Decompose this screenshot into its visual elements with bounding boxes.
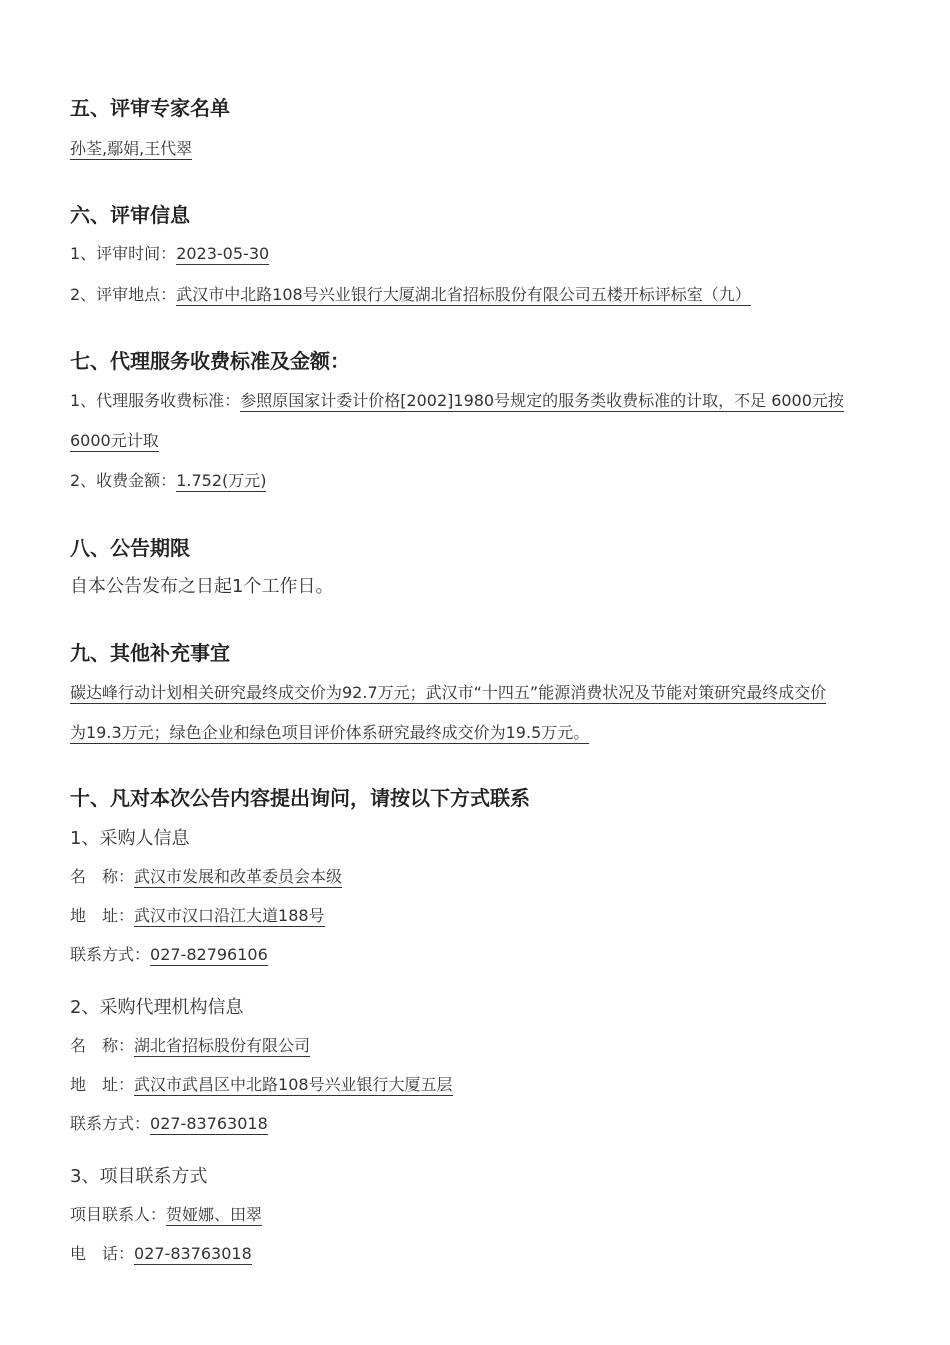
- agency-name-value: 湖北省招标股份有限公司: [134, 1036, 311, 1055]
- project-phone-line: [70, 1241, 252, 1264]
- fee-standard-line-2: [70, 428, 159, 451]
- project-phone-label: 电 话：: [70, 1244, 135, 1263]
- review-place-line: [70, 282, 751, 305]
- section-7-title: 七、代理服务收费标准及金额：: [70, 349, 350, 373]
- buyer-address-label: 地 址：: [70, 906, 135, 925]
- agency-name-label: 名 称：: [70, 1036, 135, 1055]
- agency-contact-value: 027-83763018: [150, 1114, 268, 1133]
- supplement-text-1: 碳达峰行动计划相关研究最终成交价为92.7万元；武汉市“十四五”能源消费状况及节能对策研究最终成交价: [70, 683, 827, 702]
- buyer-name-label: 名 称：: [70, 867, 135, 886]
- project-person-value: 贺娅娜、田翠: [166, 1205, 263, 1224]
- agency-info-title: 2、采购代理机构信息: [70, 997, 244, 1018]
- expert-list-value: 孙荃,鄢娟,王代翠: [70, 139, 193, 158]
- fee-standard-line: [70, 388, 844, 411]
- agency-address-line: [70, 1072, 453, 1095]
- project-person-line: [70, 1202, 262, 1225]
- buyer-name-value: 武汉市发展和改革委员会本级: [134, 867, 343, 886]
- fee-standard-value-cont: 6000元计取: [70, 431, 159, 450]
- project-person-label: 项目联系人：: [70, 1205, 167, 1224]
- project-phone-value: 027-83763018: [134, 1244, 252, 1263]
- review-place-value: 武汉市中北路108号兴业银行大厦湖北省招标股份有限公司五楼开标评标室（九）: [176, 285, 751, 304]
- buyer-contact-label: 联系方式：: [70, 945, 151, 964]
- section-5-title: 五、评审专家名单: [70, 96, 230, 120]
- project-contact-title: 3、项目联系方式: [70, 1166, 208, 1187]
- buyer-contact-value: 027-82796106: [150, 945, 268, 964]
- supplement-line-2: [70, 720, 589, 743]
- buyer-address-line: [70, 903, 325, 926]
- supplement-line-1: [70, 680, 826, 703]
- expert-list-line: [70, 136, 192, 159]
- section-9-title: 九、其他补充事宜: [70, 641, 230, 665]
- fee-standard-value: 参照原国家计委计价格[2002]1980号规定的服务类收费标准的计取，不足 6000元按: [240, 391, 844, 410]
- buyer-info-title: 1、采购人信息: [70, 828, 190, 849]
- fee-amount-label: 2、收费金额：: [70, 471, 177, 490]
- fee-amount-line: [70, 468, 266, 491]
- buyer-contact-line: [70, 942, 268, 965]
- agency-address-value: 武汉市武昌区中北路108号兴业银行大厦五层: [134, 1075, 453, 1094]
- section-6-title: 六、评审信息: [70, 203, 190, 227]
- agency-address-label: 地 址：: [70, 1075, 135, 1094]
- buyer-name-line: [70, 864, 342, 887]
- review-time-value: 2023-05-30: [176, 244, 270, 263]
- section-8-title: 八、公告期限: [70, 536, 190, 560]
- agency-name-line: [70, 1033, 310, 1056]
- notice-period-text: 自本公告发布之日起1个工作日。: [70, 576, 334, 597]
- agency-contact-label: 联系方式：: [70, 1114, 151, 1133]
- review-time-label: 1、评审时间：: [70, 244, 177, 263]
- agency-contact-line: [70, 1111, 268, 1134]
- buyer-address-value: 武汉市汉口沿江大道188号: [134, 906, 325, 925]
- supplement-text-2: 为19.3万元；绿色企业和绿色项目评价体系研究最终成交价为19.5万元。: [70, 723, 590, 742]
- fee-standard-label: 1、代理服务收费标准：: [70, 391, 241, 410]
- review-place-label: 2、评审地点：: [70, 285, 177, 304]
- section-10-title: 十、凡对本次公告内容提出询问，请按以下方式联系: [70, 786, 530, 810]
- fee-amount-value: 1.752(万元): [176, 471, 267, 490]
- review-time-line: [70, 241, 269, 264]
